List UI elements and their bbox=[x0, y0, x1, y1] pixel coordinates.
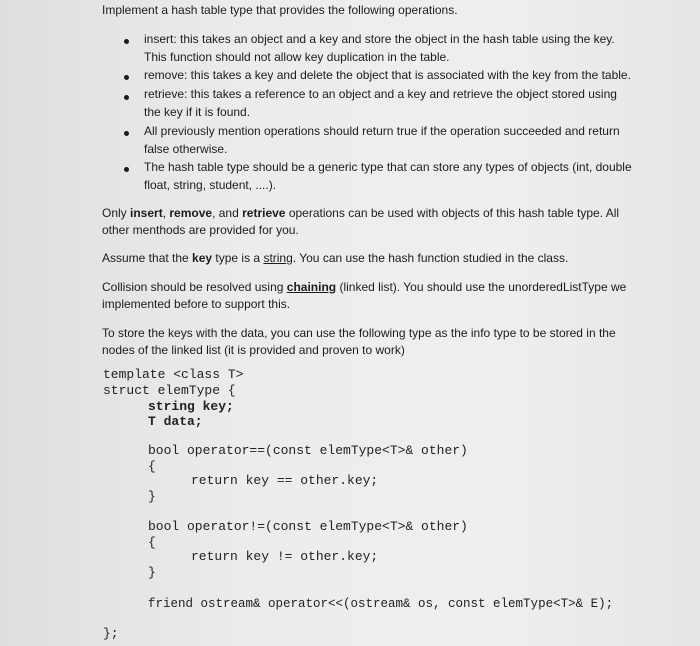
store-paragraph-line2: nodes of the linked list (it is provided and proven to work) bbox=[102, 343, 405, 357]
code-line: bool operator!=(const elemType<T>& other) bbox=[148, 519, 468, 534]
code-line: bool operator==(const elemType<T>& other) bbox=[148, 443, 468, 458]
bullet-generic-line2: float, string, student, ....). bbox=[144, 178, 277, 192]
bullet-retrieve-line1: retrieve: this takes a reference to an object and a key and retrieve the object stored using bbox=[144, 87, 617, 101]
code-line: } bbox=[148, 489, 156, 504]
key-paragraph bbox=[102, 250, 568, 267]
bullet-dot bbox=[124, 39, 129, 44]
string-keyword: string bbox=[263, 251, 293, 265]
key-prefix: Assume that the bbox=[102, 251, 193, 265]
collision-rest: (linked list). You should use the unorderedListType we bbox=[336, 280, 627, 294]
code-line: return key == other.key; bbox=[191, 473, 379, 488]
ops-separator: , and bbox=[212, 206, 243, 220]
code-line: friend ostream& operator<<(ostream& os, const elemType<T>& E); bbox=[148, 597, 614, 611]
ops-paragraph-line2: other menthods are provided for you. bbox=[102, 223, 299, 237]
bullet-dot bbox=[124, 167, 129, 172]
bullet-dot bbox=[124, 75, 129, 80]
code-line: string key; bbox=[148, 399, 234, 414]
ops-remove-keyword: remove bbox=[169, 206, 213, 220]
ops-insert-keyword: insert bbox=[130, 206, 163, 220]
code-line: return key != other.key; bbox=[191, 549, 379, 564]
key-keyword: key bbox=[192, 251, 213, 265]
bullet-generic-line1: The hash table type should be a generic type that can store any types of objects (int, double bbox=[144, 160, 632, 174]
bullet-dot bbox=[124, 131, 129, 136]
bullet-insert-line1: insert: this takes an object and a key and store the object in the hash table using the key. bbox=[144, 32, 615, 46]
collision-paragraph-line1 bbox=[102, 279, 626, 296]
key-rest: . You can use the hash function studied in the class. bbox=[292, 251, 569, 265]
code-line: struct elemType { bbox=[103, 383, 236, 398]
key-mid: type is a bbox=[212, 251, 264, 265]
chaining-keyword: chaining bbox=[286, 280, 337, 294]
bullet-insert-line2: This function should not allow key duplication in the table. bbox=[144, 50, 450, 64]
intro-text: Implement a hash table type that provides the following operations. bbox=[102, 3, 458, 17]
collision-paragraph-line2: implemented before to support this. bbox=[102, 297, 291, 311]
code-line: }; bbox=[103, 626, 119, 641]
bullet-return-line2: false otherwise. bbox=[144, 142, 228, 156]
bullet-retrieve-line2: the key if it is found. bbox=[144, 105, 251, 119]
ops-paragraph-line1 bbox=[102, 205, 619, 222]
code-line: T data; bbox=[148, 414, 203, 429]
code-line: template <class T> bbox=[103, 367, 244, 382]
bullet-dot bbox=[124, 95, 129, 100]
collision-prefix: Collision should be resolved using bbox=[102, 280, 287, 294]
code-line: { bbox=[148, 459, 156, 474]
ops-prefix: Only bbox=[102, 206, 131, 220]
bullet-remove-line1: remove: this takes a key and delete the object that is associated with the key from the table. bbox=[144, 68, 631, 82]
ops-retrieve-keyword: retrieve bbox=[242, 206, 286, 220]
code-line: } bbox=[148, 565, 156, 580]
store-paragraph-line1: To store the keys with the data, you can use the following type as the info type to be stored in the bbox=[102, 326, 616, 340]
code-line: { bbox=[148, 535, 156, 550]
bullet-return-line1: All previously mention operations should return true if the operation succeeded and return bbox=[144, 124, 620, 138]
ops-rest: operations can be used with objects of this hash table type. All bbox=[285, 206, 620, 220]
ops-separator: , bbox=[162, 206, 170, 220]
